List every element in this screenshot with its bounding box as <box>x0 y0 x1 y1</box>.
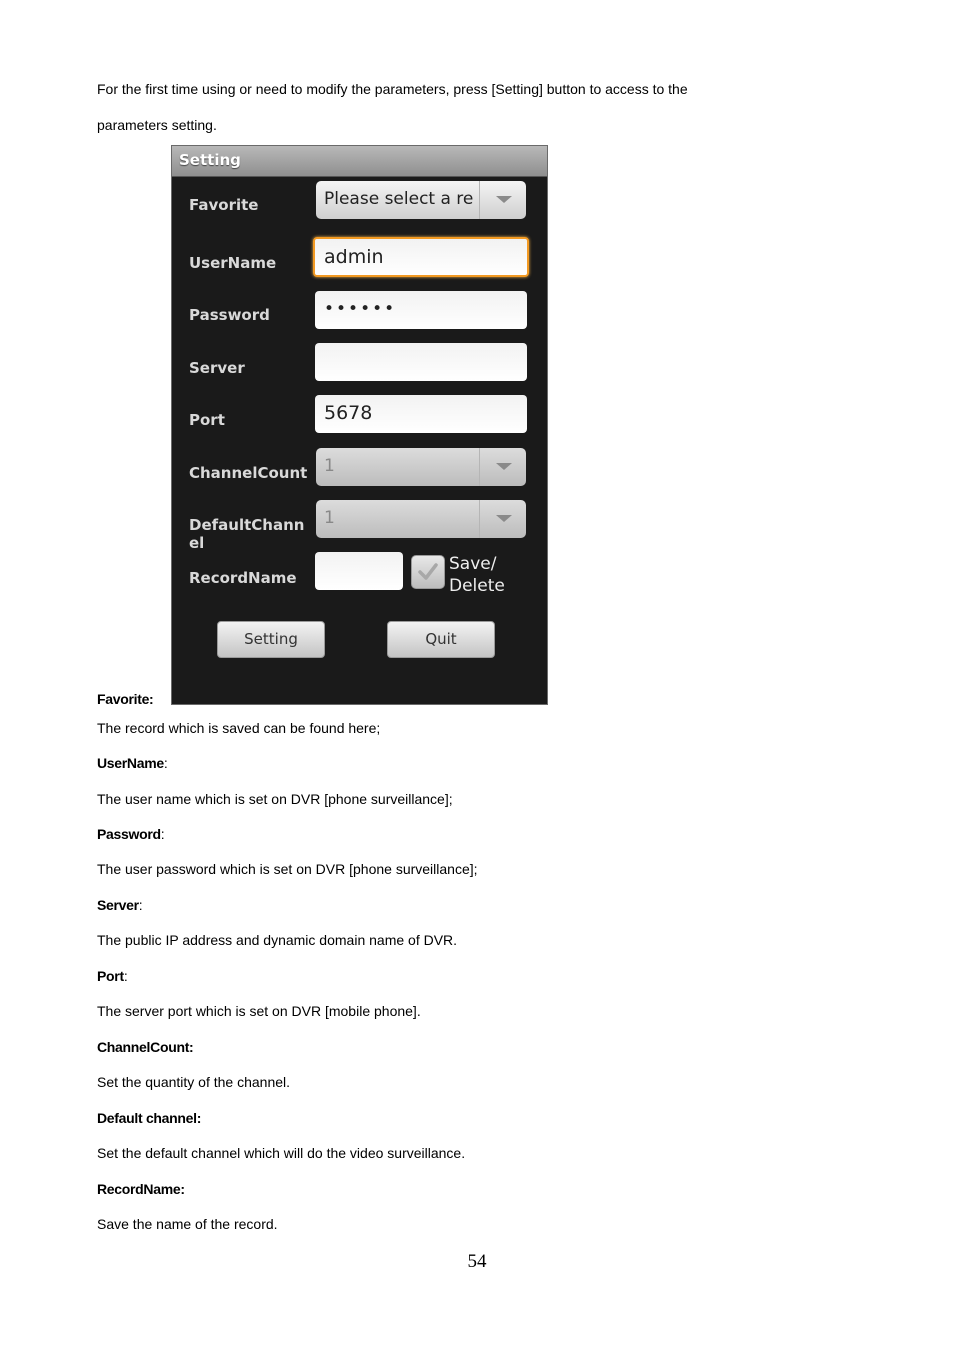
save-delete-label <box>449 553 505 597</box>
favorite-label: Favorite <box>189 196 259 214</box>
app-title: Setting <box>179 151 241 169</box>
port-field[interactable]: 5678 <box>315 395 527 433</box>
defaultchannel-select[interactable] <box>316 500 526 538</box>
setting-button[interactable]: Setting <box>217 621 325 658</box>
port-description: The server port which is set on DVR [mobile phone]. <box>97 1003 421 1019</box>
channelcount-select[interactable] <box>316 448 526 486</box>
settings-screenshot <box>171 145 548 705</box>
chevron-down-icon <box>479 500 526 538</box>
defaultchannel-heading: Default channel: <box>97 1110 202 1126</box>
password-heading: Password: <box>97 826 165 842</box>
password-field[interactable]: •••••• <box>315 291 527 329</box>
intro-line-1: For the first time using or need to modify the parameters, press [Setting] button to access to the <box>97 81 688 97</box>
channelcount-label: ChannelCount <box>189 464 308 482</box>
password-label: Password <box>189 306 270 324</box>
recordname-description: Save the name of the record. <box>97 1216 278 1232</box>
check-icon <box>417 561 439 583</box>
channelcount-heading: ChannelCount: <box>97 1039 194 1055</box>
intro-line-2: parameters setting. <box>97 117 217 133</box>
server-field[interactable] <box>315 343 527 381</box>
recordname-label: RecordName <box>189 569 297 587</box>
port-heading: Port: <box>97 968 128 984</box>
channelcount-description: Set the quantity of the channel. <box>97 1074 291 1090</box>
favorite-description: The record which is saved can be found here; <box>97 720 381 736</box>
recordname-field[interactable] <box>315 552 403 590</box>
chevron-down-icon <box>479 181 526 219</box>
defaultchannel-label-2: el <box>189 534 205 552</box>
save-label: Save/ <box>449 554 497 574</box>
chevron-down-icon <box>479 448 526 486</box>
save-delete-checkbox[interactable] <box>411 555 445 589</box>
quit-button[interactable]: Quit <box>387 621 495 658</box>
favorite-select[interactable] <box>316 181 526 219</box>
defaultchannel-label-1: DefaultChann <box>189 516 305 534</box>
delete-label: Delete <box>449 576 505 596</box>
username-heading: UserName: <box>97 755 168 771</box>
password-description: The user password which is set on DVR [phone surveillance]; <box>97 861 478 877</box>
username-description: The user name which is set on DVR [phone surveillance]; <box>97 791 453 807</box>
channelcount-value: 1 <box>324 456 335 476</box>
recordname-heading: RecordName: <box>97 1181 185 1197</box>
defaultchannel-value: 1 <box>324 508 335 528</box>
server-heading: Server: <box>97 897 143 913</box>
favorite-heading: Favorite: <box>97 691 154 707</box>
app-title-bar <box>172 146 547 177</box>
server-label: Server <box>189 359 245 377</box>
server-description: The public IP address and dynamic domain name of DVR. <box>97 932 458 948</box>
defaultchannel-description: Set the default channel which will do the video surveillance. <box>97 1145 466 1161</box>
page-number: 54 <box>467 1251 487 1272</box>
favorite-select-value: Please select a re <box>324 189 474 209</box>
username-field[interactable]: admin <box>313 237 529 277</box>
username-label: UserName <box>189 254 277 272</box>
port-label: Port <box>189 411 225 429</box>
